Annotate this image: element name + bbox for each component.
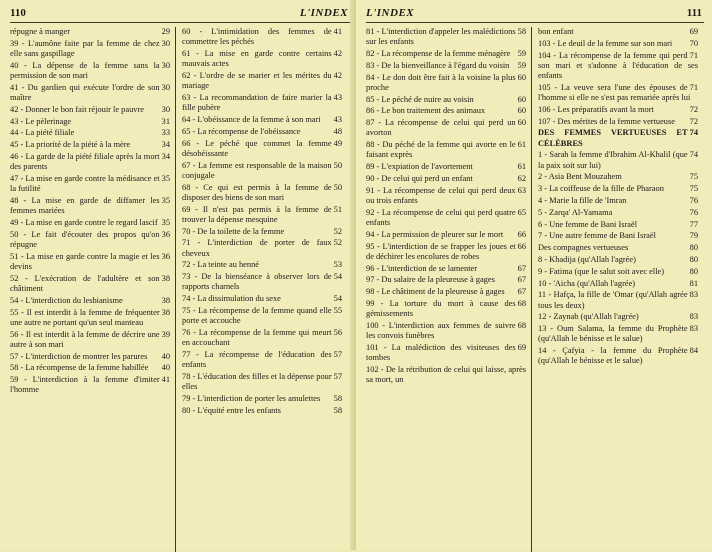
index-entry [366,106,526,116]
entry-page-number: 58 [517,27,526,36]
index-entry [538,51,698,82]
index-entry [182,372,342,392]
index-entry [538,231,698,241]
index-entry [10,308,170,328]
entry-page-number: 54 [333,272,342,282]
entry-page-number: 61 [517,140,526,150]
index-entry [10,174,170,194]
index-entry [538,184,698,194]
entry-title: 61 - La mise en garde contre certains mauvais actes [182,49,332,69]
entry-page-number: 75 [689,184,698,194]
index-entry [182,294,342,304]
index-entry [182,260,342,270]
left-column-1 [10,27,170,397]
entry-title: 97 - Du salaire de la pleureuse à gages [366,275,495,285]
entry-title: 48 - La mise en garde de diffamer les femmes mariées [10,195,160,216]
entry-title: 78 - L'éducation des filles et la dépense pour elles [182,371,332,392]
index-entry [10,140,170,150]
entry-title: 85 - Le péché de nuire au voisin [366,94,474,104]
index-entry [182,139,342,159]
entry-page-number: 59 [517,49,526,58]
index-entry [366,321,526,341]
entry-title: 58 - La récompense de la femme habillée [10,363,149,373]
entry-title: 72 - La teinte au henné [182,260,259,270]
entry-title: 8 - Khadija (qu'Allah l'agrée) [538,254,636,264]
right-running-title: L'INDEX [366,7,415,19]
entry-title: 81 - L'interdiction d'appeler les malédictions sur les enfants [366,27,516,47]
entry-page-number: 68 [517,320,526,330]
index-entry [538,150,698,170]
entry-title: 40 - La dépense de la femme sans la permission de son mari [10,60,160,80]
entry-title: 63 - La recommandation de faire marier la fille pubère [182,93,332,113]
entry-title: 60 - L'intimidation des femmes de commettre les péchés [182,27,332,47]
index-entry [182,328,342,348]
index-entry [366,118,526,138]
entry-title: 44 - La piété filiale [10,128,75,138]
entry-title: répugne à manger [10,27,70,36]
entry-title: 14 - Çafyia - la femme du Prophète (qu'Allah le bénisse et le salue) [538,346,688,366]
entry-page-number: 30 [161,38,170,48]
entry-page-number: 69 [517,342,526,352]
entry-page-number: 67 [517,263,526,273]
entry-title: 101 - La malédiction des visiteuses des tombes [366,342,516,363]
entry-title: 1 - Sarah la femme d'Ibrahim Al-Khalil (que la paix soit sur lui) [538,150,688,170]
entry-page-number: 63 [517,185,526,195]
entry-title: 80 - L'équité entre les enfants [182,405,281,415]
right-index-columns [366,27,704,547]
entry-page-number: 35 [161,195,170,205]
index-entry [10,230,170,250]
index-entry [182,205,342,225]
index-entry [538,172,698,182]
entry-page-number: 57 [333,349,342,359]
index-entry [538,208,698,218]
entry-page-number: 35 [161,173,170,183]
index-entry [182,27,342,47]
entry-title: 64 - L'obéissance de la femme à son mari [182,115,321,124]
entry-title: 68 - Ce qui est permis à la femme de disposer des biens de son mari [182,182,332,202]
index-entry [366,208,526,228]
entry-page-number: 65 [517,207,526,217]
entry-page-number: 72 [689,104,698,114]
entry-page-number: 38 [161,307,170,317]
entry-page-number: 38 [161,273,170,283]
index-entry [182,350,342,370]
entry-page-number: 51 [333,204,342,214]
index-entry [366,365,526,385]
entry-title: 74 - La dissimulation du sexe [182,294,281,304]
entry-title: 49 - La mise en garde contre le regard lascif [10,217,158,227]
entry-title: 47 - La mise en garde contre la médisance et la futilité [10,173,160,194]
entry-page-number: 77 [689,219,698,229]
entry-title: 50 - Le fait d'écouter des propos qu'on répugne [10,229,160,249]
index-entry [182,93,342,113]
entry-title: 45 - La priorité de la piété à la mère [10,140,131,150]
left-index-columns [10,27,350,547]
right-page-number: 111 [686,7,702,19]
entry-page-number: 49 [333,138,342,148]
entry-page-number: 80 [689,266,698,276]
entry-title: 103 - Le deuil de la femme sur son mari [538,38,673,48]
entry-page-number: 80 [689,243,698,253]
entry-page-number: 60 [517,106,526,116]
index-entry [182,183,342,203]
entry-title: 6 - Une femme de Bani Israël [538,219,638,229]
index-entry [538,220,698,230]
entry-title: 7 - Une autre femme de Bani Israël [538,231,656,241]
index-entry [182,115,342,125]
index-entry [10,352,170,362]
entry-title: DES FEMMES VERTUEUSES ET CÉLÈBRES [538,128,688,148]
entry-title: 92 - La récompense de celui qui perd quatre enfants [366,207,516,227]
entry-page-number: 83 [689,324,698,334]
entry-title: 2 - Asia Bent Mouzahem [538,172,622,182]
entry-page-number: 62 [517,173,526,183]
entry-page-number: 50 [333,182,342,192]
entry-title: 5 - Zarqa' Al-Yamama [538,207,613,217]
entry-title: 12 - Zaynab (qu'Allah l'agrée) [538,312,639,322]
index-entry [366,230,526,240]
entry-title: 69 - Il n'est pas permis à la femme de trouver la dépense mesquine [182,204,332,224]
entry-title: 3 - La coiffeuse de la fille de Pharaon [538,184,664,194]
entry-title: 82 - La récompense de la femme ménagère [366,49,511,58]
entry-title: 102 - De la rétribution de celui qui laisse, après sa mort, un [366,364,526,385]
entry-title: 88 - Du péché de la femme qui avorte en le faisant exprès [366,140,516,160]
entry-title: 106 - Les préparatifs avant la mort [538,104,654,114]
entry-title: 95 - L'interdiction de se frapper les joues et de déchirer les encolures de robes [366,241,516,261]
entry-page-number: 53 [333,260,342,270]
entry-page-number: 38 [161,295,170,305]
entry-title: 75 - La récompense de la femme quand elle porte et accouche [182,305,332,326]
entry-page-number: 67 [517,275,526,285]
entry-title: 51 - La mise en garde contre la magie et les devins [10,251,160,271]
entry-title: 62 - L'ordre de se marier et les mérites du mariage [182,71,332,91]
index-entry [538,243,698,253]
entry-page-number: 43 [333,115,342,124]
index-entry [10,117,170,127]
entry-title: 77 - La récompense de l'éducation des enfants [182,349,332,370]
index-entry [538,196,698,206]
index-entry [10,105,170,115]
entry-title: 65 - La récompense de l'obéissance [182,126,301,136]
entry-title: 99 - La torture du mort à cause des gémissements [366,298,516,319]
column-divider [175,27,176,552]
index-entry [366,299,526,319]
index-entry [182,272,342,292]
entry-page-number: 36 [161,251,170,261]
index-entry [10,363,170,373]
entry-page-number: 76 [689,207,698,217]
entry-title: 83 - De la bienveillance à l'égard du voisin [366,60,510,70]
index-entry [538,39,698,49]
index-entry [366,287,526,297]
entry-title: 43 - Le pèlerinage [10,116,72,126]
index-entry [366,275,526,285]
left-page-header [10,6,350,23]
index-entry [538,312,698,322]
entry-page-number: 30 [161,82,170,92]
entry-title: 52 - L'exécration de l'adultère et son châtiment [10,273,160,293]
index-entry [366,242,526,262]
entry-page-number: 39 [161,329,170,339]
index-entry [366,186,526,206]
entry-title: 56 - Il est interdit à la femme de décrire une autre à son mari [10,329,160,349]
entry-page-number: 35 [161,217,170,227]
entry-title: 87 - La récompense de celui qui perd un avorton [366,118,516,138]
entry-page-number: 55 [333,305,342,315]
index-entry [182,227,342,237]
entry-title: 70 - De la toilette de la femme [182,226,285,236]
entry-page-number: 40 [161,363,170,373]
index-entry [538,346,698,366]
entry-title: 57 - L'interdiction de montrer les parures [10,351,148,361]
entry-title: 59 - L'interdiction à la femme d'imiter l'homme [10,375,160,395]
entry-title: 79 - L'interdiction de porter les amulettes [182,393,321,403]
entry-title: 90 - De celui qui perd un enfant [366,173,473,183]
index-entry [10,252,170,272]
index-entry [538,105,698,115]
entry-title: 107 - Des mérites de la femme vertueuse [538,116,675,126]
index-entry [182,394,342,404]
entry-page-number: 66 [517,229,526,239]
entry-page-number: 74 [689,128,698,138]
index-entry [366,174,526,184]
entry-page-number: 41 [333,27,342,36]
index-entry [10,152,170,172]
entry-page-number: 58 [333,393,342,403]
entry-title: 76 - La récompense de la femme qui meurt en accouchant [182,327,332,348]
entry-title: 73 - De la bienséance à observer lors de rapports charnels [182,272,332,292]
entry-page-number: 60 [517,94,526,104]
entry-title: 10 - 'Aicha (qu'Allah l'agrée) [538,278,636,288]
entry-title: 96 - L'interdiction de se lamenter [366,263,478,273]
entry-page-number: 31 [161,116,170,126]
entry-page-number: 75 [689,172,698,182]
entry-title: 39 - L'aumône faite par la femme de chez elle sans gaspillage [10,38,160,58]
index-entry [182,238,342,258]
entry-page-number: 60 [517,118,526,128]
index-entry [10,196,170,216]
index-entry [366,264,526,274]
entry-page-number: 30 [161,104,170,114]
entry-page-number: 48 [333,126,342,136]
entry-page-number: 42 [333,71,342,80]
entry-page-number: 50 [333,160,342,170]
left-running-title: L'INDEX [299,7,348,19]
index-entry [182,71,342,91]
entry-title: 100 - L'interdiction aux femmes de suivre les convois funèbres [366,320,516,341]
entry-title: 66 - Le péché que commet la femme désobéissante [182,138,332,158]
entry-page-number: 72 [689,116,698,126]
entry-page-number: 60 [517,72,526,82]
index-entry [538,267,698,277]
index-entry [366,162,526,172]
right-page [356,0,712,550]
entry-page-number: 67 [517,287,526,297]
index-entry [182,161,342,181]
entry-page-number: 70 [689,38,698,48]
entry-page-number: 58 [333,405,342,415]
entry-title: 42 - Donner le bon fait réjouir le pauvre [10,104,144,114]
left-column-2 [182,27,342,418]
entry-page-number: 66 [517,241,526,251]
entry-page-number: 74 [689,150,698,160]
index-entry [366,73,526,93]
entry-page-number: 56 [333,327,342,337]
entry-title: 86 - Le bon traitement des animaux [366,106,486,116]
left-page [0,0,356,550]
entry-title: 105 - La veuve sera l'une des épouses de l'homme si elle ne s'est pas remariée après lui [538,82,691,102]
entry-title: 9 - Fatima (que le salut soit avec elle) [538,266,665,276]
entry-page-number: 54 [333,294,342,304]
left-page-number: 110 [10,7,26,19]
entry-title: 84 - Le don doit être fait à la voisine la plus proche [366,72,516,92]
entry-page-number: 40 [161,351,170,361]
right-page-header [366,6,704,23]
entry-page-number: 83 [689,312,698,322]
entry-page-number: 52 [333,226,342,236]
index-entry [10,27,170,37]
entry-page-number: 34 [161,140,170,150]
entry-page-number: 61 [517,162,526,172]
index-entry [538,117,698,127]
entry-title: 71 - L'interdiction de porter de faux cheveux [182,238,332,258]
entry-title: 104 - La récompense de la femme qui perd son mari et s'adonne à l'éducation de ses enfants [538,50,698,80]
entry-page-number: 59 [517,60,526,70]
index-entry [182,127,342,137]
entry-title: 89 - L'expiation de l'avortement [366,162,473,172]
entry-page-number: 79 [689,231,698,241]
right-column-2 [538,27,698,368]
entry-title: Des compagnes vertueuses [538,243,629,253]
entry-title: 4 - Marie la fille de 'Imran [538,195,627,205]
entry-page-number: 43 [333,93,342,102]
index-entry [366,49,526,59]
index-entry [182,49,342,69]
index-entry [538,290,698,310]
index-entry [182,306,342,326]
index-entry [366,140,526,160]
entry-page-number: 29 [161,27,170,36]
entry-title: 91 - La récompense de celui qui perd deux ou trois enfants [366,185,516,205]
entry-page-number: 84 [689,346,698,356]
index-section-heading [538,128,698,148]
index-entry [10,83,170,103]
entry-title: 55 - Il est interdit à la femme de fréquenter une autre ne portant qu'un seul manteau [10,307,160,327]
entry-title: 46 - La garde de la piété filiale après la mort des parents [10,151,160,172]
index-entry [366,95,526,105]
entry-title: 11 - Hafça, la fille de 'Omar (qu'Allah agrée tous les deux) [538,290,688,310]
entry-page-number: 68 [517,298,526,308]
entry-page-number: 30 [161,60,170,70]
entry-title: bon enfant [538,27,574,36]
index-entry [10,128,170,138]
entry-title: 13 - Oum Salama, la femme du Prophète (qu'Allah le bénisse et le salue) [538,324,688,344]
index-entry [366,61,526,71]
entry-page-number: 71 [689,50,698,60]
entry-title: 67 - La femme est responsable de la maison conjugale [182,160,332,180]
index-entry [538,27,698,37]
column-divider [531,27,532,552]
entry-page-number: 83 [689,290,698,300]
index-entry [538,255,698,265]
index-entry [10,375,170,395]
entry-page-number: 81 [689,278,698,288]
entry-page-number: 34 [161,151,170,161]
entry-page-number: 52 [333,238,342,248]
entry-title: 54 - L'interdiction du lesbianisme [10,295,123,305]
entry-page-number: 36 [161,229,170,239]
index-entry [10,274,170,294]
entry-page-number: 42 [333,49,342,58]
entry-title: 41 - Du gardien qui exécute l'ordre de son maître [10,82,160,102]
entry-page-number: 71 [689,82,698,92]
index-entry [10,61,170,81]
index-entry [10,218,170,228]
index-entry [366,343,526,363]
index-entry [538,324,698,344]
entry-title: 94 - La permission de pleurer sur le mort [366,229,504,239]
index-entry [538,279,698,289]
entry-page-number: 69 [689,27,698,36]
entry-page-number: 33 [161,128,170,138]
entry-page-number: 57 [333,371,342,381]
entry-title: 98 - Le châtiment de la pleureuse à gages [366,287,505,297]
entry-page-number: 41 [161,375,170,385]
entry-page-number: 80 [689,254,698,264]
index-entry [366,27,526,47]
entry-page-number: 76 [689,195,698,205]
index-entry [538,83,698,103]
right-column-1 [366,27,526,387]
index-entry [10,330,170,350]
index-entry [10,296,170,306]
index-entry [10,39,170,59]
index-entry [182,406,342,416]
